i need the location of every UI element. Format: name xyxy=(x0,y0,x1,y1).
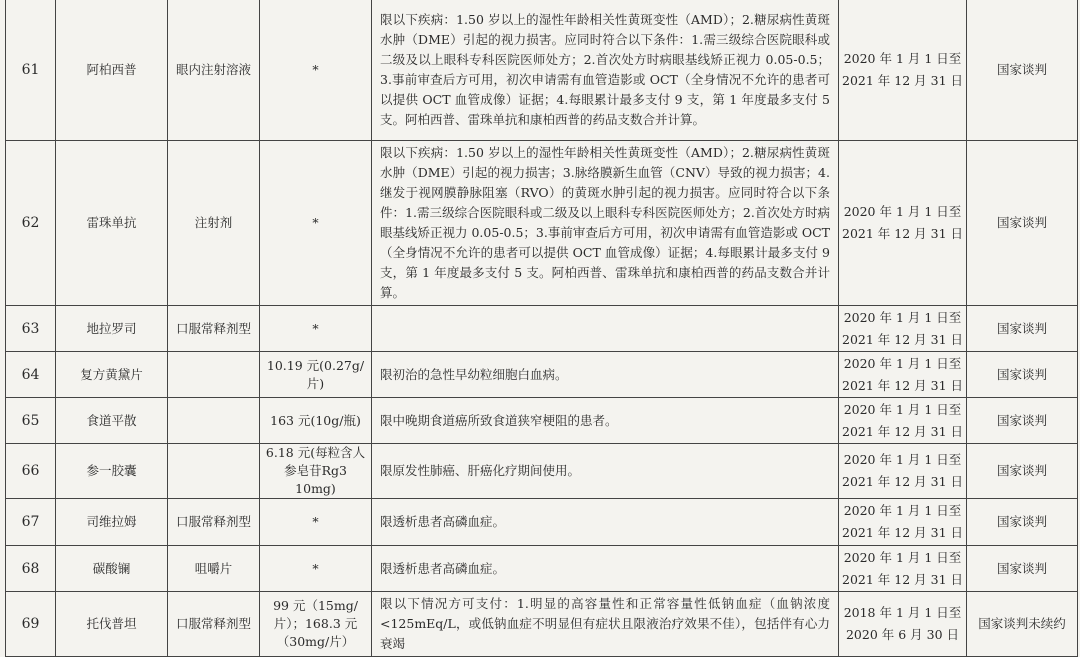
date-end: 2021 年 12 月 31 日 xyxy=(842,377,963,393)
restriction-text: 限以下疾病：1.50 岁以上的湿性年龄相关性黄斑变性（AMD）；2.糖尿病性黄斑水肿（DME）引起的视力损害。应同时符合以下条件：1.需三级综合医院眼科或二级及以上眼科专科医院医师处方；2.首次处方时病眼基线矫正视力 0.05-0.5；3.事前审查后方可用，初次申请需有血管造影或 OCT（全身情况不允许的患者可以提供 OCT 血管成像）证据；4.每眼累计最多支付 9 支，第 1 年度最多支付 5 支。阿柏西普、雷珠单抗和康柏西普的药品支数合并计算。 xyxy=(372,0,839,141)
price: * xyxy=(260,546,372,592)
agreement-type: 国家谈判未续约 xyxy=(967,592,1078,657)
dosage-form xyxy=(168,444,260,499)
price: 10.19 元(0.27g/片) xyxy=(260,352,372,398)
dosage-form: 眼内注射溶液 xyxy=(168,0,260,141)
restriction-text: 限原发性肺癌、肝癌化疗期间使用。 xyxy=(372,444,839,499)
table-row xyxy=(6,141,1078,306)
validity-period xyxy=(839,499,967,546)
drug-name: 参一胶囊 xyxy=(56,444,168,499)
agreement-type: 国家谈判 xyxy=(967,352,1078,398)
drug-list-table xyxy=(5,0,1078,657)
drug-name: 复方黄黛片 xyxy=(56,352,168,398)
dosage-form: 口服常释剂型 xyxy=(168,306,260,352)
date-end: 2021 年 12 月 31 日 xyxy=(842,72,963,88)
date-start: 2020 年 1 月 1 日至 xyxy=(843,401,962,417)
dosage-form: 咀嚼片 xyxy=(168,546,260,592)
drug-name: 雷珠单抗 xyxy=(56,141,168,306)
price: * xyxy=(260,0,372,141)
date-start: 2020 年 1 月 1 日至 xyxy=(843,452,962,467)
date-end: 2021 年 12 月 31 日 xyxy=(842,525,963,540)
validity-period xyxy=(839,444,967,499)
table-row xyxy=(6,592,1078,657)
drug-name: 食道平散 xyxy=(56,398,168,444)
validity-period xyxy=(839,0,967,141)
drug-number: 66 xyxy=(6,444,56,499)
drug-name: 地拉罗司 xyxy=(56,306,168,352)
validity-period xyxy=(839,352,967,398)
price: * xyxy=(260,499,372,546)
agreement-type: 国家谈判 xyxy=(967,141,1078,306)
restriction-text: 限透析患者高磷血症。 xyxy=(372,499,839,546)
table-row xyxy=(6,398,1078,444)
restriction-text xyxy=(372,306,839,352)
agreement-type: 国家谈判 xyxy=(967,546,1078,592)
dosage-form xyxy=(168,398,260,444)
date-end: 2021 年 12 月 31 日 xyxy=(842,571,963,587)
drug-name: 托伐普坦 xyxy=(56,592,168,657)
date-start: 2020 年 1 月 1 日至 xyxy=(843,355,962,371)
date-end: 2021 年 12 月 31 日 xyxy=(842,226,963,241)
price: * xyxy=(260,141,372,306)
validity-period xyxy=(839,592,967,657)
date-start: 2020 年 1 月 1 日至 xyxy=(843,204,962,219)
agreement-type: 国家谈判 xyxy=(967,444,1078,499)
restriction-text: 限中晚期食道癌所致食道狭窄梗阻的患者。 xyxy=(372,398,839,444)
validity-period xyxy=(839,141,967,306)
price: * xyxy=(260,306,372,352)
agreement-type: 国家谈判 xyxy=(967,398,1078,444)
drug-name: 碳酸镧 xyxy=(56,546,168,592)
agreement-type: 国家谈判 xyxy=(967,0,1078,141)
restriction-text: 限以下情况方可支付：1.明显的高容量性和正常容量性低钠血症（血钠浓度<125mEq/L，或低钠血症不明显但有症状且限液治疗效果不佳），包括伴有心力衰竭 xyxy=(372,592,839,657)
price: 163 元(10g/瓶) xyxy=(260,398,372,444)
dosage-form: 口服常释剂型 xyxy=(168,592,260,657)
drug-number: 62 xyxy=(6,141,56,306)
table-row xyxy=(6,0,1078,141)
restriction-text: 限以下疾病：1.50 岁以上的湿性年龄相关性黄斑变性（AMD）；2.糖尿病性黄斑水肿（DME）引起的视力损害；3.脉络膜新生血管（CNV）导致的视力损害；4.继发于视网膜静脉阻塞（RVO）的黄斑水肿引起的视力损害。应同时符合以下条件：1.需三级综合医院眼科或二级及以上眼科专科医院医师处方；2.首次处方时病眼基线矫正视力 0.05-0.5；3.事前审查后方可用，初次申请需有血管造影或 OCT（全身情况不允许的患者可以提供 OCT 血管成像）证据；4.每眼累计最多支付 9 支，第 1 年度最多支付 5 支。阿柏西普、雷珠单抗和康柏西普的药品支数合并计算。 xyxy=(372,141,839,306)
dosage-form xyxy=(168,352,260,398)
drug-number: 64 xyxy=(6,352,56,398)
validity-period xyxy=(839,306,967,352)
drug-number: 68 xyxy=(6,546,56,592)
date-end: 2021 年 12 月 31 日 xyxy=(842,331,963,347)
table-row xyxy=(6,499,1078,546)
drug-number: 67 xyxy=(6,499,56,546)
date-start: 2018 年 1 月 1 日至 xyxy=(843,605,962,620)
validity-period xyxy=(839,546,967,592)
price: 99 元（15mg/片）；168.3 元（30mg/片） xyxy=(260,592,372,657)
validity-period xyxy=(839,398,967,444)
date-start: 2020 年 1 月 1 日至 xyxy=(843,309,962,325)
table-row xyxy=(6,352,1078,398)
price: 6.18 元(每粒含人参皂苷Rg3 10mg) xyxy=(260,444,372,499)
drug-number: 69 xyxy=(6,592,56,657)
drug-number: 63 xyxy=(6,306,56,352)
table-row xyxy=(6,306,1078,352)
date-start: 2020 年 1 月 1 日至 xyxy=(843,503,962,518)
drug-name: 司维拉姆 xyxy=(56,499,168,546)
drug-name: 阿柏西普 xyxy=(56,0,168,141)
table-row xyxy=(6,546,1078,592)
table-row xyxy=(6,444,1078,499)
agreement-type: 国家谈判 xyxy=(967,499,1078,546)
date-start: 2020 年 1 月 1 日至 xyxy=(843,549,962,565)
date-end: 2021 年 12 月 31 日 xyxy=(842,474,963,489)
dosage-form: 注射剂 xyxy=(168,141,260,306)
date-start: 2020 年 1 月 1 日至 xyxy=(843,50,962,66)
dosage-form: 口服常释剂型 xyxy=(168,499,260,546)
date-end: 2021 年 12 月 31 日 xyxy=(842,423,963,439)
restriction-text: 限初治的急性早幼粒细胞白血病。 xyxy=(372,352,839,398)
drug-number: 65 xyxy=(6,398,56,444)
restriction-text: 限透析患者高磷血症。 xyxy=(372,546,839,592)
drug-number: 61 xyxy=(6,0,56,141)
agreement-type: 国家谈判 xyxy=(967,306,1078,352)
date-end: 2020 年 6 月 30 日 xyxy=(845,627,960,642)
